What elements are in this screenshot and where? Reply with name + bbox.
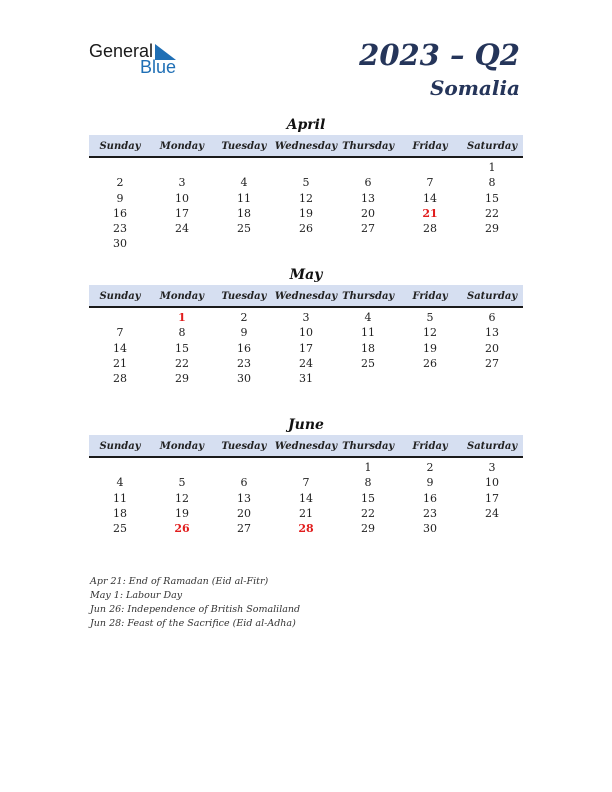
- date-cell: 4: [364, 311, 372, 324]
- date-cell: 17: [175, 206, 189, 220]
- date-cell: 22: [485, 206, 499, 220]
- date-cell: 31: [299, 372, 313, 386]
- date-cell: 16: [237, 341, 251, 355]
- date-cell: 15: [361, 491, 375, 505]
- date-cell: 12: [423, 326, 437, 340]
- week-row: [89, 460, 523, 475]
- date-cell: 1: [488, 161, 496, 174]
- calendar-grid: [89, 460, 523, 536]
- date-cell: [461, 521, 523, 536]
- date-cell: 2: [240, 311, 248, 324]
- date-cell: [89, 460, 151, 475]
- date-cell: 12: [175, 491, 189, 505]
- date-cell: 5: [426, 311, 434, 324]
- date-cell: 13: [485, 326, 499, 340]
- date-cell: [337, 236, 399, 251]
- weekday-label: Thursday: [342, 141, 395, 152]
- holiday-notes: [90, 575, 300, 631]
- date-cell: 22: [361, 506, 375, 520]
- logo-text-general: General: [89, 41, 154, 61]
- date-cell: 9: [240, 326, 248, 340]
- weekday-label: Saturday: [466, 441, 518, 452]
- holiday-note: May 1: Labour Day: [90, 590, 183, 601]
- month-block-april: [89, 115, 523, 252]
- date-cell: 17: [485, 491, 499, 505]
- weekday-label: Wednesday: [274, 141, 338, 152]
- weekday-label: Friday: [412, 441, 448, 452]
- date-cell: 18: [361, 341, 375, 355]
- date-cell: 21: [299, 506, 313, 520]
- weekday-label: Monday: [159, 291, 205, 302]
- weekday-label: Friday: [412, 291, 448, 302]
- weekday-label: Tuesday: [221, 441, 267, 452]
- date-cell: [151, 460, 213, 475]
- date-cell: 17: [299, 341, 313, 355]
- date-cell: 3: [178, 176, 186, 190]
- holiday-date-cell: 1: [178, 311, 186, 324]
- weekday-label: Wednesday: [274, 291, 338, 302]
- week-row: [89, 521, 523, 536]
- date-cell: 18: [113, 506, 127, 520]
- week-row: [89, 506, 523, 521]
- week-row: [89, 175, 523, 190]
- date-cell: 25: [237, 222, 251, 236]
- weekday-label: Saturday: [466, 291, 518, 302]
- date-cell: 9: [426, 476, 434, 490]
- date-cell: 9: [116, 191, 124, 205]
- month-name: May: [289, 267, 323, 283]
- date-cell: 16: [113, 206, 127, 220]
- date-cell: 11: [237, 191, 251, 205]
- date-cell: 25: [361, 356, 375, 370]
- holiday-note: Jun 26: Independence of British Somaliland: [90, 604, 301, 615]
- week-row: [89, 160, 523, 175]
- date-cell: 3: [302, 311, 310, 324]
- holiday-date-cell: 21: [422, 206, 438, 220]
- date-cell: [151, 160, 213, 175]
- date-cell: 24: [485, 506, 499, 520]
- date-cell: 6: [488, 311, 496, 324]
- weekday-label: Tuesday: [221, 291, 267, 302]
- date-cell: 15: [175, 341, 189, 355]
- date-cell: [399, 371, 461, 386]
- date-cell: 20: [237, 506, 251, 520]
- date-cell: [89, 160, 151, 175]
- date-cell: 8: [364, 476, 372, 490]
- calendar-grid: [89, 310, 523, 386]
- weekday-label: Tuesday: [221, 141, 267, 152]
- week-row: [89, 371, 523, 386]
- date-cell: 12: [299, 191, 313, 205]
- month-name: June: [288, 417, 324, 433]
- date-cell: 22: [175, 356, 189, 370]
- week-row: [89, 475, 523, 490]
- date-cell: 21: [113, 356, 127, 370]
- date-cell: [213, 160, 275, 175]
- weekday-label: Sunday: [99, 141, 141, 152]
- date-cell: 13: [361, 191, 375, 205]
- date-cell: 23: [113, 222, 127, 236]
- week-row: [89, 310, 523, 325]
- weekday-label: Thursday: [342, 441, 395, 452]
- date-cell: 28: [113, 372, 127, 386]
- date-cell: [275, 236, 337, 251]
- weekday-label: Thursday: [342, 291, 395, 302]
- week-row: [89, 191, 523, 206]
- holiday-note: Jun 28: Feast of the Sacrifice (Eid al-Adha): [90, 618, 296, 629]
- date-cell: 2: [116, 176, 124, 190]
- date-cell: 2: [426, 461, 434, 474]
- date-cell: [337, 371, 399, 386]
- date-cell: [89, 310, 151, 325]
- month-block-may: [89, 265, 523, 386]
- date-cell: 5: [178, 476, 186, 490]
- date-cell: 23: [237, 356, 251, 370]
- date-cell: 10: [175, 191, 189, 205]
- date-cell: 16: [423, 491, 437, 505]
- date-cell: 8: [488, 176, 496, 190]
- weekday-header-row: [89, 285, 523, 308]
- date-cell: 4: [116, 476, 124, 490]
- date-cell: [461, 236, 523, 251]
- date-cell: 18: [237, 206, 251, 220]
- date-cell: 27: [237, 522, 251, 536]
- date-cell: [461, 371, 523, 386]
- date-cell: 27: [485, 356, 499, 370]
- date-cell: 14: [423, 191, 437, 205]
- date-cell: 28: [423, 222, 437, 236]
- date-cell: 24: [299, 356, 313, 370]
- date-cell: 8: [178, 326, 186, 340]
- date-cell: 29: [361, 522, 375, 536]
- weekday-label: Sunday: [99, 291, 141, 302]
- date-cell: [399, 160, 461, 175]
- date-cell: [213, 460, 275, 475]
- weekday-label: Saturday: [466, 141, 518, 152]
- holiday-note: Apr 21: End of Ramadan (Eid al-Fitr): [90, 576, 269, 587]
- weekday-label: Monday: [159, 441, 205, 452]
- date-cell: 3: [488, 461, 496, 474]
- date-cell: 29: [175, 372, 189, 386]
- date-cell: 19: [299, 206, 313, 220]
- date-cell: 14: [299, 491, 313, 505]
- date-cell: [399, 236, 461, 251]
- date-cell: [151, 236, 213, 251]
- date-cell: 11: [361, 326, 375, 340]
- month-block-june: [89, 415, 523, 536]
- date-cell: 7: [116, 326, 124, 340]
- date-cell: 26: [423, 356, 437, 370]
- date-cell: 13: [237, 491, 251, 505]
- date-cell: [337, 160, 399, 175]
- month-name: April: [286, 117, 326, 133]
- date-cell: 7: [302, 476, 310, 490]
- week-row: [89, 221, 523, 236]
- date-cell: [275, 460, 337, 475]
- date-cell: 25: [113, 522, 127, 536]
- week-row: [89, 206, 523, 221]
- date-cell: 10: [299, 326, 313, 340]
- date-cell: [275, 160, 337, 175]
- date-cell: 20: [485, 341, 499, 355]
- date-cell: 30: [237, 372, 251, 386]
- date-cell: 29: [485, 222, 499, 236]
- date-cell: 24: [175, 222, 189, 236]
- date-cell: 4: [240, 176, 248, 190]
- week-row: [89, 236, 523, 251]
- date-cell: 10: [485, 476, 499, 490]
- date-cell: 6: [240, 476, 248, 490]
- date-cell: 19: [423, 341, 437, 355]
- week-row: [89, 325, 523, 340]
- date-cell: 5: [302, 176, 310, 190]
- date-cell: 15: [485, 191, 499, 205]
- weekday-label: Sunday: [99, 441, 141, 452]
- date-cell: 1: [364, 461, 372, 474]
- country-name: Somalia: [429, 76, 520, 100]
- page-title: 2023 – Q2: [359, 38, 520, 72]
- date-cell: 30: [113, 237, 127, 251]
- calendar-grid: [89, 160, 523, 252]
- date-cell: 14: [113, 341, 127, 355]
- date-cell: 7: [426, 176, 434, 190]
- weekday-header-row: [89, 435, 523, 458]
- weekday-label: Monday: [159, 141, 205, 152]
- week-row: [89, 341, 523, 356]
- date-cell: 26: [299, 222, 313, 236]
- date-cell: 23: [423, 506, 437, 520]
- weekday-label: Wednesday: [274, 441, 338, 452]
- date-cell: 6: [364, 176, 372, 190]
- holiday-date-cell: 28: [298, 522, 314, 536]
- date-cell: 19: [175, 506, 189, 520]
- logo-text-blue: Blue: [140, 57, 177, 77]
- holiday-date-cell: 26: [174, 522, 190, 536]
- weekday-header-row: [89, 135, 523, 158]
- date-cell: 30: [423, 522, 437, 536]
- date-cell: 27: [361, 222, 375, 236]
- date-cell: 11: [113, 491, 127, 505]
- weekday-label: Friday: [412, 141, 448, 152]
- date-cell: 20: [361, 206, 375, 220]
- date-cell: [213, 236, 275, 251]
- week-row: [89, 356, 523, 371]
- week-row: [89, 491, 523, 506]
